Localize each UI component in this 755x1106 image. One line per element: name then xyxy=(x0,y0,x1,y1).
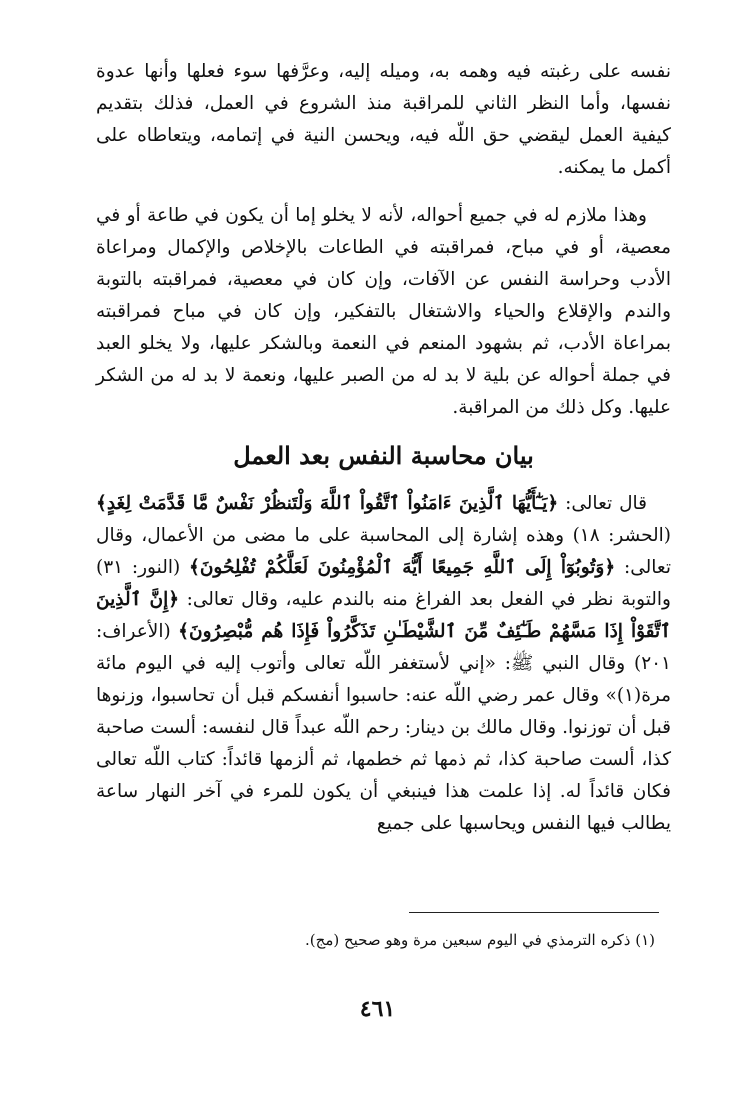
footnote-divider xyxy=(409,912,659,913)
text-run: » وقال عمر رضي اللّه عنه: حاسبوا أنفسكم قبل أن تحاسبوا، وزنوها قبل أن توزنوا. وقال مالك بن دينار: رحم اللّه عبداً قال لنفسه: ألست صاحبة كذا، ألست صاحبة كذا، ثم ذمها ثم خطمها، ثم ألزمها قائداً: كتاب اللّه تعالى فكان قائداً له. إذا علمت هذا فينبغي أن يكون للمرء في آخر النهار ساعة يطالب فيها النفس ويحاسبها على جميع xyxy=(96,685,671,834)
text-run: قال تعالى: xyxy=(558,493,647,514)
quran-verse-hashr: ﴿يَـٰٓأَيُّهَا ٱلَّذِينَ ءَامَنُواْ ٱتَّقُواْ ٱللَّهَ وَلْتَنظُرْ نَفْسٌ مَّا قَدَّمَتْ لِغَدٍ﴾ xyxy=(96,493,559,514)
quran-verse-nur: ﴿وَتُوبُوٓاْ إِلَى ٱللَّهِ جَمِيعًا أَيُّهَ ٱلْمُؤْمِنُونَ لَعَلَّكُمْ تُفْلِحُونَ﴾ xyxy=(189,557,616,578)
text-run: (الحشر: ١٨) وهذه إشارة إلى المحاسبة على ما مضى من الأعمال، وقال تعالى: xyxy=(96,525,672,578)
text-run: (الأعراف: ٢٠١) وقال النبي ﷺ: «إني لأستغفر اللّه تعالى وأتوب إليه في اليوم مائة مرة xyxy=(96,621,671,706)
paragraph-3 xyxy=(96,488,671,840)
page-number: ٤٦١ xyxy=(359,996,396,1022)
text-run: (النور: ٣١) والتوبة نظر في الفعل بعد الفراغ منه بالندم عليه، وقال تعالى: xyxy=(96,557,671,610)
quran-verse-araf: ﴿إِنَّ ٱلَّذِينَ ٱتَّقَوْاْ إِذَا مَسَّهُمْ طَـٰٓئِفٌ مِّنَ ٱلشَّيْطَـٰنِ تَذَكَّرُواْ فَإِذَا هُم مُّبْصِرُونَ﴾ xyxy=(96,589,671,642)
paragraph-1: نفسه على رغبته فيه وهمه به، وميله إليه، وعرَّفها سوء فعلها وأنها عدوة نفسها، وأما النظر الثاني للمراقبة منذ الشروع في العمل، فذلك بتقديم كيفية العمل ليقضي حق اللّه فيه، ويحسن النية في إتمامه، ويتعاطاه على أكمل ما يمكنه. xyxy=(96,61,671,178)
paragraph-gap xyxy=(96,184,671,200)
section-heading: بيان محاسبة النفس بعد العمل xyxy=(233,441,534,470)
footnote: (١) ذكره الترمذي في اليوم سبعين مرة وهو صحيح (مج). xyxy=(305,931,655,949)
paragraph-2: وهذا ملازم له في جميع أحواله، لأنه لا يخلو إما أن يكون في طاعة أو في معصية، أو في مباح، فمراقبته في الطاعات بالإخلاص والإكمال ومراعاة الأدب وحراسة النفس عن الآفات، وإن كان في معصية، فمراقبته بالتوبة والندم والإقلاع والحياء والاشتغال بالتفكير، وإن كان في مباح فمراقبته بمراعاة الأدب، ثم بشهود المنعم في النعمة وبالشكر عليها، ولا يخلو العبد في جملة أحواله عن بلية لا بد له من الصبر عليها، ونعمة لا بد له من الشكر عليها. وكل ذلك من المراقبة. xyxy=(96,205,671,418)
page-body xyxy=(96,56,671,840)
footnote-reference[interactable]: (١) xyxy=(616,685,642,706)
